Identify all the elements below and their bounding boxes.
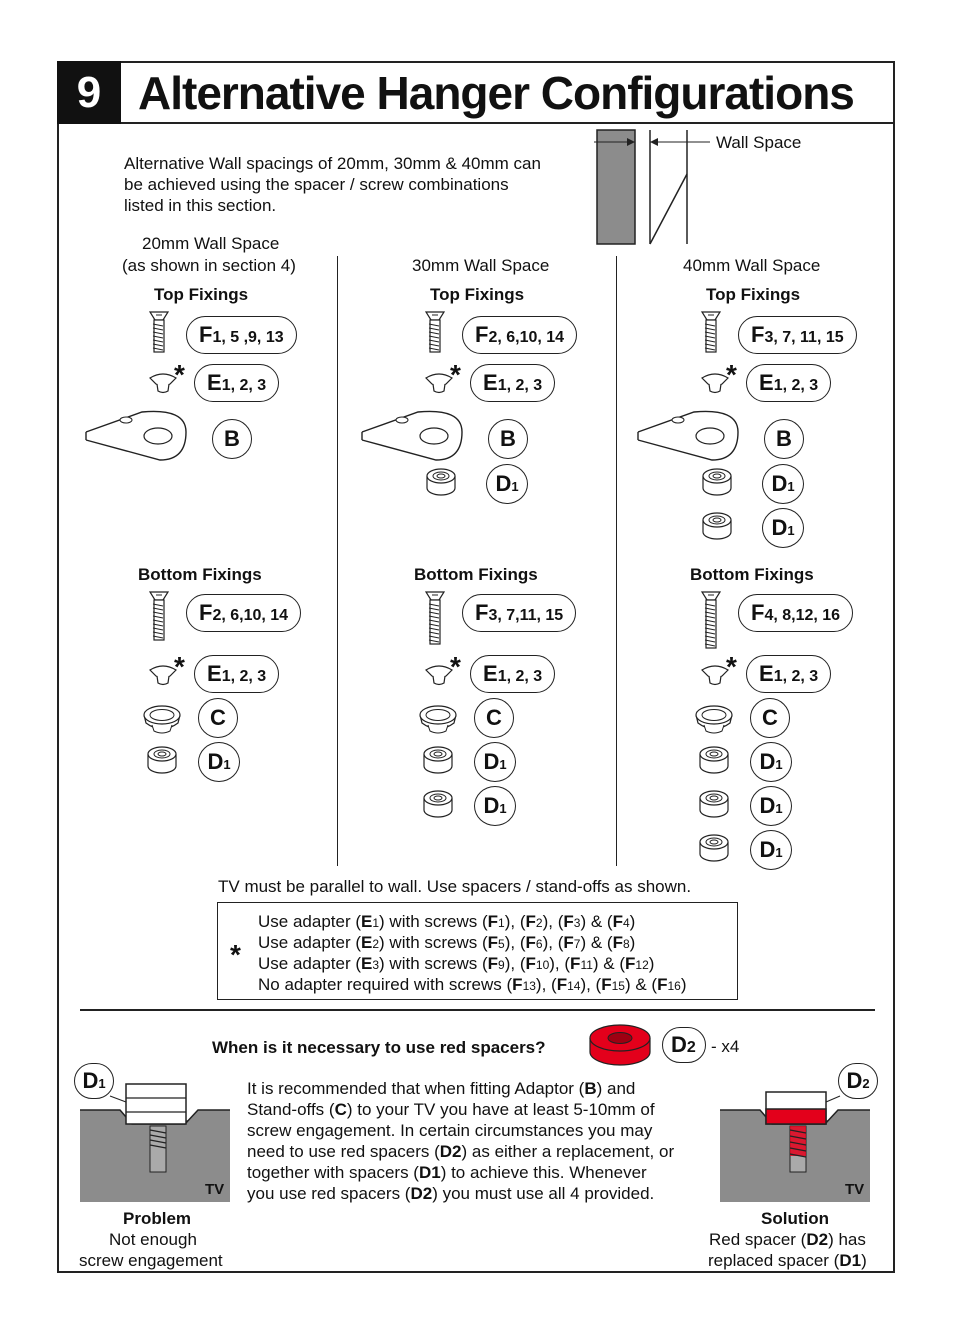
problem-line-2: screw engagement bbox=[79, 1251, 223, 1270]
part-letter: E bbox=[759, 370, 774, 395]
part-numbers: 3, 7,11, 15 bbox=[488, 607, 564, 624]
part-letter: D bbox=[771, 471, 788, 496]
screw-letter: F bbox=[487, 912, 499, 931]
screw-letter: F bbox=[625, 954, 636, 973]
screw-letter: F bbox=[525, 912, 536, 931]
screw-number: 5 bbox=[498, 937, 505, 951]
col2-bottom-f-pill bbox=[462, 594, 576, 632]
col2-bottom-d-badge bbox=[474, 742, 516, 782]
adapter-note-line bbox=[258, 911, 635, 934]
part-number: 1 bbox=[499, 801, 507, 816]
screw-number: 1 bbox=[498, 916, 505, 930]
screw-number: 11 bbox=[580, 958, 593, 972]
part-number: 1 bbox=[775, 801, 783, 816]
d2-badge-letter: D bbox=[846, 1068, 863, 1093]
section-number: 9 bbox=[57, 61, 121, 124]
screw-letter: F bbox=[487, 933, 499, 952]
screw-number: 6 bbox=[535, 937, 543, 951]
screw-icon bbox=[701, 310, 721, 359]
spacer-icon bbox=[697, 788, 731, 825]
intro-line-1: Alternative Wall spacings of 20mm, 30mm & 40mm can bbox=[124, 154, 541, 173]
column-divider bbox=[616, 256, 617, 866]
solution-tv-label: TV bbox=[845, 1181, 865, 1198]
asterisk: * bbox=[450, 359, 461, 390]
part-number: 1 bbox=[511, 479, 519, 494]
col1-bottom-e-pill bbox=[194, 655, 279, 693]
col1-c-badge: C bbox=[198, 698, 238, 738]
solution-title: Solution bbox=[761, 1209, 829, 1228]
adapter-number: 3 bbox=[372, 958, 380, 972]
part-number: 1 bbox=[223, 757, 231, 772]
col3-bottom-d-badge bbox=[750, 830, 792, 870]
col3-top-e-pill bbox=[746, 364, 831, 402]
screw-letter: F bbox=[612, 912, 623, 931]
screw-number: 13 bbox=[522, 979, 536, 993]
part-letter: F bbox=[199, 322, 213, 347]
separator: ), ( bbox=[504, 933, 526, 952]
screw-number: 12 bbox=[635, 958, 649, 972]
part-numbers: 1, 2, 3 bbox=[221, 668, 267, 685]
col2-bottom-fixings-label: Bottom Fixings bbox=[414, 565, 538, 584]
col1-top-f-pill bbox=[186, 316, 297, 354]
col3-top-f-pill bbox=[738, 316, 857, 354]
part-numbers: 2, 6,10, 14 bbox=[212, 607, 289, 624]
spacer-icon bbox=[421, 788, 455, 825]
d2-badge-num: 2 bbox=[862, 1076, 870, 1091]
spacer-icon bbox=[145, 744, 179, 781]
part-number: 1 bbox=[775, 757, 783, 772]
screw-letter: F bbox=[563, 933, 574, 952]
screw-number: 4 bbox=[622, 916, 630, 930]
separator: ) bbox=[680, 975, 687, 994]
col1-bottom-fixings-label: Bottom Fixings bbox=[138, 565, 262, 584]
screw-icon bbox=[425, 310, 445, 359]
part-numbers: 4, 8,12, 16 bbox=[764, 607, 841, 624]
col3-c-badge: C bbox=[750, 698, 790, 738]
separator: ), ( bbox=[535, 975, 557, 994]
asterisk: * bbox=[230, 939, 241, 970]
separator: ), ( bbox=[542, 933, 564, 952]
part-letter: F bbox=[475, 322, 489, 347]
hanger-plate-icon bbox=[82, 406, 194, 473]
note-prefix: Use adapter ( bbox=[258, 912, 361, 931]
part-number: 1 bbox=[787, 523, 795, 538]
part-letter: F bbox=[751, 600, 765, 625]
d1-num: 1 bbox=[98, 1076, 106, 1091]
adapter-letter: E bbox=[361, 912, 373, 931]
separator: ), ( bbox=[504, 954, 526, 973]
note-mid: ) with screws ( bbox=[379, 912, 488, 931]
col3-bottom-f-pill bbox=[738, 594, 853, 632]
asterisk: * bbox=[726, 359, 737, 390]
adapter-letter: E bbox=[361, 933, 373, 952]
page-title: Alternative Hanger Configurations bbox=[138, 67, 854, 119]
part-letter: D bbox=[759, 837, 776, 862]
col2-b-badge: B bbox=[488, 419, 528, 459]
screw-letter: F bbox=[525, 933, 536, 952]
spacer-icon bbox=[700, 466, 734, 503]
part-number: 1 bbox=[499, 757, 507, 772]
screw-number: 15 bbox=[611, 979, 625, 993]
hanger-plate-icon bbox=[358, 406, 470, 473]
part-letter: F bbox=[751, 322, 765, 347]
part-numbers: 1, 2, 3 bbox=[221, 377, 267, 394]
screw-icon bbox=[701, 590, 721, 655]
col2-heading: 30mm Wall Space bbox=[412, 256, 550, 275]
part-numbers: 1, 2, 3 bbox=[773, 668, 819, 685]
asterisk: * bbox=[726, 651, 737, 682]
screw-number: 9 bbox=[498, 958, 505, 972]
col3-heading: 40mm Wall Space bbox=[683, 256, 821, 275]
part-letter: D bbox=[483, 749, 500, 774]
adapter-number: 1 bbox=[372, 916, 380, 930]
screw-number: 3 bbox=[573, 916, 581, 930]
part-letter: D bbox=[207, 749, 224, 774]
adapter-letter: E bbox=[361, 954, 373, 973]
problem-line-1: Not enough bbox=[109, 1230, 197, 1249]
recommend-line-2: Stand-offs (C) to your TV you have at least 5-10mm of bbox=[247, 1100, 655, 1119]
adapter-note-line bbox=[258, 974, 687, 997]
screw-number: 2 bbox=[535, 916, 543, 930]
col3-top-d-badge bbox=[762, 464, 804, 504]
separator: ) & ( bbox=[580, 912, 613, 931]
screw-letter: F bbox=[570, 954, 581, 973]
hanger-plate-icon bbox=[634, 406, 746, 473]
part-letter: D bbox=[759, 749, 776, 774]
asterisk: * bbox=[450, 651, 461, 682]
intro-line-3: listed in this section. bbox=[124, 196, 277, 215]
screw-number: 16 bbox=[667, 979, 681, 993]
note-prefix: Use adapter ( bbox=[258, 933, 361, 952]
red-spacer-question: When is it necessary to use red spacers? bbox=[212, 1038, 546, 1057]
screw-icon bbox=[149, 590, 169, 647]
col1-top-fixings-label: Top Fixings bbox=[154, 285, 249, 304]
part-letter: D bbox=[483, 793, 500, 818]
col2-c-badge: C bbox=[474, 698, 514, 738]
standoff-icon bbox=[692, 703, 736, 742]
part-letter: E bbox=[483, 661, 498, 686]
recommend-line-5: together with spacers (D1) to achieve this. Whenever bbox=[247, 1163, 647, 1182]
part-letter: F bbox=[199, 600, 213, 625]
red-spacer-icon bbox=[586, 1020, 654, 1070]
solution-line-2: replaced spacer (D1) bbox=[708, 1251, 867, 1270]
col2-top-f-pill bbox=[462, 316, 577, 354]
col1-bottom-d-badge bbox=[198, 742, 240, 782]
section-divider bbox=[80, 1009, 875, 1011]
wall-space-label: Wall Space bbox=[716, 133, 802, 152]
col3-bottom-fixings-label: Bottom Fixings bbox=[690, 565, 814, 584]
note-prefix: No adapter required with screws ( bbox=[258, 975, 513, 994]
part-letter: F bbox=[475, 600, 489, 625]
part-numbers: 1, 2, 3 bbox=[497, 377, 543, 394]
adapter-notes-box bbox=[217, 902, 738, 1000]
screw-icon bbox=[425, 590, 445, 651]
col2-bottom-e-pill bbox=[470, 655, 555, 693]
column-divider bbox=[337, 256, 338, 866]
col2-top-d-badge bbox=[486, 464, 528, 504]
d2-letter: D bbox=[671, 1032, 687, 1057]
screw-number: 14 bbox=[567, 979, 581, 993]
problem-tv-label: TV bbox=[205, 1181, 225, 1198]
part-numbers: 3, 7, 11, 15 bbox=[764, 329, 844, 346]
col3-b-badge: B bbox=[764, 419, 804, 459]
standoff-icon bbox=[416, 703, 460, 742]
part-numbers: 1, 2, 3 bbox=[497, 668, 543, 685]
screw-letter: F bbox=[657, 975, 668, 994]
col3-bottom-d-badge bbox=[750, 786, 792, 826]
part-letter: D bbox=[495, 471, 512, 496]
col1-bottom-f-pill bbox=[186, 594, 301, 632]
part-numbers: 2, 6,10, 14 bbox=[488, 329, 565, 346]
screw-letter: F bbox=[612, 933, 623, 952]
col1-heading: 20mm Wall Space bbox=[142, 234, 280, 253]
d1-badge bbox=[74, 1063, 114, 1099]
adapter-note-line bbox=[258, 953, 654, 976]
recommend-line-3: screw engagement. In certain circumstances you may bbox=[247, 1121, 653, 1140]
separator: ) & ( bbox=[580, 933, 613, 952]
col2-bottom-d-badge bbox=[474, 786, 516, 826]
col3-top-fixings-label: Top Fixings bbox=[706, 285, 801, 304]
col3-bottom-e-pill bbox=[746, 655, 831, 693]
screw-letter: F bbox=[487, 954, 499, 973]
parallel-note: TV must be parallel to wall. Use spacers / stand-offs as shown. bbox=[218, 877, 692, 896]
spacer-icon bbox=[424, 466, 458, 503]
d2-num: 2 bbox=[686, 1039, 696, 1056]
d2-part-label bbox=[662, 1027, 706, 1063]
separator: ) bbox=[629, 933, 636, 952]
part-number: 1 bbox=[787, 479, 795, 494]
wall-space-diagram bbox=[590, 126, 720, 248]
d2-quantity: - x4 bbox=[711, 1037, 740, 1056]
note-mid: ) with screws ( bbox=[379, 954, 488, 973]
part-numbers: 1, 2, 3 bbox=[773, 377, 819, 394]
part-letter: D bbox=[759, 793, 776, 818]
separator: ), ( bbox=[542, 912, 564, 931]
separator: ), ( bbox=[580, 975, 602, 994]
col1-b-badge: B bbox=[212, 419, 252, 459]
spacer-icon bbox=[421, 744, 455, 781]
screw-number: 7 bbox=[573, 937, 581, 951]
separator: ), ( bbox=[549, 954, 571, 973]
recommend-line-6: you use red spacers (D2) you must use all 4 provided. bbox=[247, 1184, 655, 1203]
intro-line-2: be achieved using the spacer / screw combinations bbox=[124, 175, 509, 194]
separator: ) & ( bbox=[624, 975, 658, 994]
note-mid: ) with screws ( bbox=[379, 933, 488, 952]
d2-badge bbox=[838, 1063, 878, 1099]
separator: ) bbox=[648, 954, 655, 973]
standoff-icon bbox=[140, 703, 184, 742]
spacer-icon bbox=[697, 832, 731, 869]
separator: ) & ( bbox=[592, 954, 626, 973]
screw-letter: F bbox=[556, 975, 568, 994]
part-letter: E bbox=[759, 661, 774, 686]
note-prefix: Use adapter ( bbox=[258, 954, 361, 973]
spacer-icon bbox=[697, 744, 731, 781]
screw-number: 8 bbox=[622, 937, 630, 951]
col2-top-e-pill bbox=[470, 364, 555, 402]
part-letter: D bbox=[771, 515, 788, 540]
part-letter: E bbox=[207, 661, 222, 686]
part-number: 1 bbox=[775, 845, 783, 860]
separator: ) bbox=[629, 912, 636, 931]
recommend-line-4: need to use red spacers (D2) as either a replacement, or bbox=[247, 1142, 675, 1161]
separator: ), ( bbox=[504, 912, 526, 931]
recommend-line-1: It is recommended that when fitting Adaptor (B) and bbox=[247, 1079, 636, 1098]
part-letter: E bbox=[483, 370, 498, 395]
spacer-icon bbox=[700, 510, 734, 547]
screw-letter: F bbox=[525, 954, 536, 973]
d1-letter: D bbox=[82, 1068, 99, 1093]
col1-top-e-pill bbox=[194, 364, 279, 402]
col2-top-fixings-label: Top Fixings bbox=[430, 285, 525, 304]
part-numbers: 1, 5 ,9, 13 bbox=[212, 329, 284, 346]
screw-icon bbox=[149, 310, 169, 359]
screw-letter: F bbox=[601, 975, 612, 994]
screw-letter: F bbox=[563, 912, 574, 931]
problem-title: Problem bbox=[123, 1209, 192, 1228]
adapter-number: 2 bbox=[372, 937, 380, 951]
screw-number: 10 bbox=[535, 958, 550, 972]
col3-bottom-d-badge bbox=[750, 742, 792, 782]
asterisk: * bbox=[174, 651, 185, 682]
col3-top-d-badge bbox=[762, 508, 804, 548]
solution-line-1: Red spacer (D2) has bbox=[709, 1230, 866, 1249]
adapter-note-line bbox=[258, 932, 635, 955]
part-letter: E bbox=[207, 370, 222, 395]
screw-letter: F bbox=[512, 975, 523, 994]
asterisk: * bbox=[174, 359, 185, 390]
col1-subheading: (as shown in section 4) bbox=[122, 256, 296, 275]
